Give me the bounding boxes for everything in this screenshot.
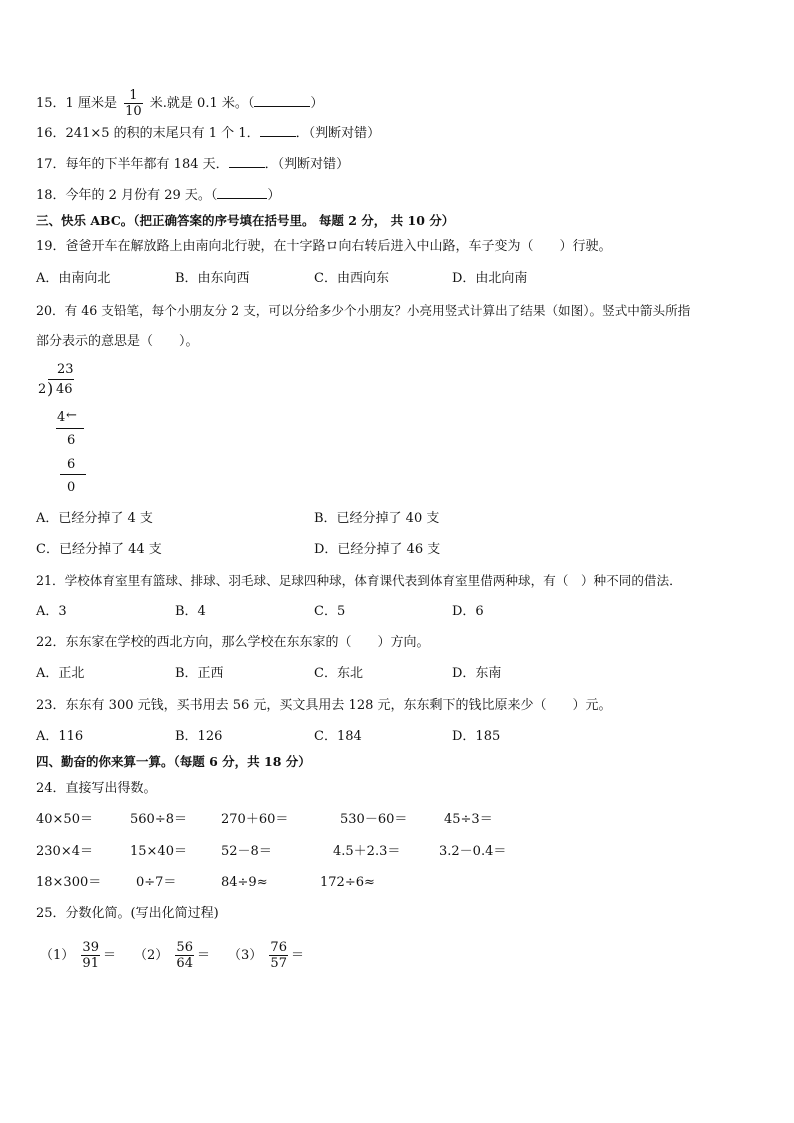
question-22: 22．东东家在学校的西北方向，那么学校在东东家的（ ）方向。 [36,635,430,650]
q18-text-a: 18．今年的 2 月份有 29 天。（ [36,188,218,203]
calc-item: 560÷8＝ [130,812,187,827]
calc-item: 270＋60＝ [221,812,289,827]
q25-fraction [81,940,100,971]
q21-option-a[interactable]: A．3 [36,604,67,619]
division-remainder-1: 6 [67,433,76,448]
q21-option-c[interactable]: C．5 [314,604,346,619]
q25-item-label: （3） [228,948,263,963]
q22-option-d[interactable]: D．东南 [452,666,502,681]
calc-item: 52－8＝ [221,844,272,859]
calc-item: 40×50＝ [36,812,93,827]
fraction-denominator: 91 [82,956,99,971]
question-18 [36,186,280,205]
q22-option-b[interactable]: B．正西 [175,666,224,681]
calc-item: 18×300＝ [36,875,102,890]
q21-option-b[interactable]: B．4 [175,604,206,619]
equals-sign: ＝ [196,948,210,963]
question-23: 23．东东有 300 元钱，买书用去 56 元，买文具用去 128 元，东东剩下的钱比原来少（ ）元。 [36,698,612,713]
q15-text-a: 15． [36,96,66,111]
q15-answer-blank[interactable] [254,94,310,107]
calc-item: 3.2－0.4＝ [439,844,507,859]
calc-item: 530－60＝ [340,812,408,827]
calc-item: 172÷6≈ [320,875,375,890]
q15-text-c: 米.就是 0.1 米。（ [149,96,255,111]
q18-text-b: ） [267,188,281,203]
q19-option-d[interactable]: D．由北向南 [452,271,528,286]
q22-option-a[interactable]: A．正北 [36,666,85,681]
q20-option-a[interactable]: A．已经分掉了 4 支 [36,511,153,526]
q22-option-c[interactable]: C．东北 [314,666,363,681]
calc-item: 230×4＝ [36,844,93,859]
q23-option-b[interactable]: B．126 [175,729,223,744]
question-20-line-1: 20．有 46 支铅笔，每个小朋友分 2 支，可以分给多少个小朋友？小亮用竖式计算出了结果（如图）。竖式中箭头所指 [36,303,691,318]
q20-option-d[interactable]: D．已经分掉了 46 支 [314,542,441,557]
fraction-denominator: 57 [270,956,287,971]
division-step-1: 4 [57,410,66,425]
q21-option-d[interactable]: D．6 [452,604,484,619]
fraction-numerator: 39 [82,940,99,955]
q25-fraction [269,940,288,971]
division-quotient: 23 [57,362,74,377]
q17-answer-blank[interactable] [229,155,265,168]
q15-fraction [124,88,143,119]
q20-option-b[interactable]: B．已经分掉了 40 支 [314,511,440,526]
q19-option-a[interactable]: A．由南向北 [36,271,111,286]
question-25: 25．分数化简。(写出化简过程) [36,906,219,921]
q15-denominator: 10 [125,104,142,119]
question-15 [36,88,323,119]
division-step-2: 6 [67,457,76,472]
division-line-2 [60,474,86,475]
division-dividend: 46 [56,382,73,397]
q16-text-b: ．（判断对错） [295,126,381,141]
q25-item-2 [134,940,210,971]
division-divisor: 2 [38,382,47,397]
q17-text-b: ．（判断对错） [264,157,350,172]
q18-answer-blank[interactable] [217,186,267,199]
calc-item: 15×40＝ [130,844,187,859]
q25-item-label: （2） [134,948,169,963]
q16-answer-blank[interactable] [260,124,296,137]
q25-item-3 [228,940,304,971]
q23-option-a[interactable]: A．116 [36,729,84,744]
q19-option-b[interactable]: B．由东向西 [175,271,250,286]
division-bracket: ) [47,379,54,398]
question-16 [36,124,380,143]
q25-item-1 [40,940,116,971]
q16-text-a: 16．241×5 的积的末尾只有 1 个 1． [36,126,260,141]
q20-option-c[interactable]: C．已经分掉了 44 支 [36,542,162,557]
q15-text-b: 1 厘米是 [65,96,117,111]
calc-item: 45÷3＝ [444,812,493,827]
question-21: 21．学校体育室里有篮球、排球、羽毛球、足球四种球，体育课代表到体育室里借两种球，有（ ）种不同的借法． [36,573,682,588]
division-remainder-2: 0 [67,480,76,495]
q25-item-label: （1） [40,948,75,963]
q25-fraction [175,940,194,971]
question-17 [36,155,349,174]
question-20-line-2: 部分表示的意思是（ ）。 [36,334,199,349]
section-3-heading: 三、快乐 ABC。（把正确答案的序号填在括号里。 每题 2 分， 共 10 分） [36,213,455,228]
section-4-heading: 四、勤奋的你来算一算。（每题 6 分，共 18 分） [36,754,311,769]
fraction-numerator: 76 [270,940,287,955]
division-line-1 [56,428,84,429]
question-24: 24．直接写出得数。 [36,781,157,796]
equals-sign: ＝ [290,948,304,963]
question-19: 19．爸爸开车在解放路上由南向北行驶，在十字路ロ向右转后进入中山路，车子变为（ ）行驶。 [36,239,612,254]
equals-sign: ＝ [102,948,116,963]
arrow-left-icon: ← [66,408,77,423]
calc-item: 0÷7＝ [136,875,177,890]
q17-text-a: 17．每年的下半年都有 184 天． [36,157,229,172]
fraction-denominator: 64 [176,956,193,971]
q23-option-d[interactable]: D．185 [452,729,501,744]
calc-item: 4.5＋2.3＝ [333,844,401,859]
fraction-numerator: 56 [176,940,193,955]
q15-numerator: 1 [124,88,143,104]
calc-item: 84÷9≈ [221,875,268,890]
q15-text-d: ） [310,96,324,111]
q23-option-c[interactable]: C．184 [314,729,362,744]
q19-option-c[interactable]: C．由西向东 [314,271,389,286]
